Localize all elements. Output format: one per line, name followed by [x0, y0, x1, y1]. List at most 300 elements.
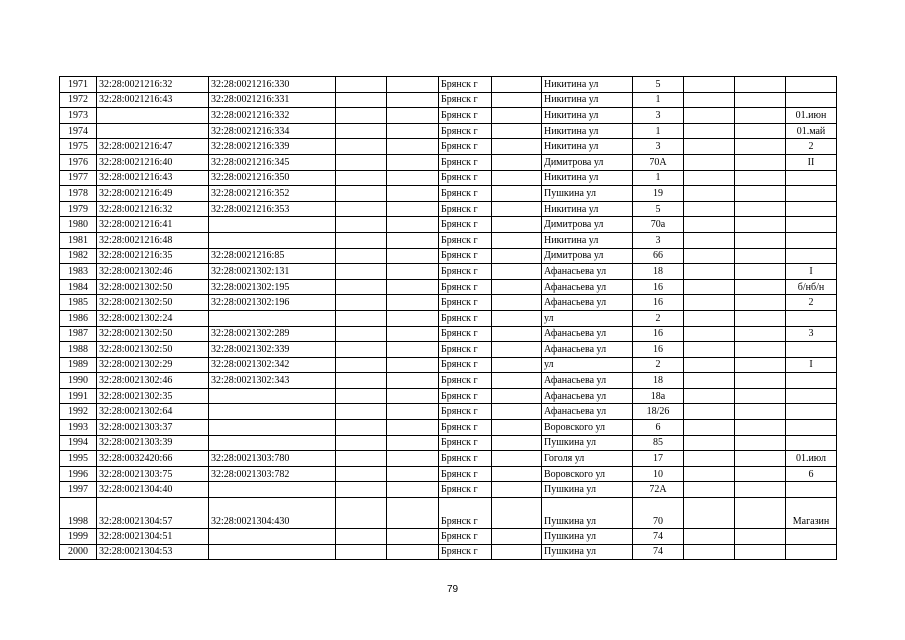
empty-cell — [735, 170, 786, 186]
empty-cell — [387, 373, 439, 389]
cadastral-number-cell: 32:28:0021304:40 — [97, 482, 209, 498]
empty-cell — [735, 388, 786, 404]
row-number-cell: 1973 — [60, 108, 97, 124]
building-cadastral-number-cell: 32:28:0021216:350 — [209, 170, 336, 186]
empty-cell — [735, 92, 786, 108]
city-cell: Брянск г — [439, 154, 492, 170]
cadastral-number-cell: 32:28:0021216:40 — [97, 154, 209, 170]
empty-cell — [387, 435, 439, 451]
table-row — [60, 232, 837, 248]
empty-cell — [336, 279, 387, 295]
note-cell — [786, 217, 837, 233]
empty-cell — [387, 388, 439, 404]
house-number-cell: 74 — [633, 529, 684, 545]
house-number-cell: 2 — [633, 310, 684, 326]
empty-cell — [492, 201, 542, 217]
building-cadastral-number-cell — [209, 388, 336, 404]
empty-cell — [387, 232, 439, 248]
page-number: 79 — [446, 584, 459, 595]
empty-cell — [684, 264, 735, 280]
empty-cell — [387, 123, 439, 139]
house-number-cell: 10 — [633, 466, 684, 482]
city-cell: Брянск г — [439, 279, 492, 295]
street-cell: Афанасьева ул — [542, 279, 633, 295]
empty-cell — [492, 170, 542, 186]
city-cell: Брянск г — [439, 498, 492, 529]
empty-cell — [735, 108, 786, 124]
empty-cell — [492, 388, 542, 404]
empty-cell — [336, 201, 387, 217]
empty-cell — [336, 435, 387, 451]
street-cell: Гоголя ул — [542, 451, 633, 467]
row-number-cell: 1985 — [60, 295, 97, 311]
street-cell: Пушкина ул — [542, 498, 633, 529]
note-cell: Магазин — [786, 498, 837, 529]
row-number-cell: 1976 — [60, 154, 97, 170]
note-cell: б/нб/н — [786, 279, 837, 295]
street-cell: Димитрова ул — [542, 217, 633, 233]
empty-cell — [336, 108, 387, 124]
empty-cell — [336, 264, 387, 280]
note-cell — [786, 342, 837, 358]
empty-cell — [336, 482, 387, 498]
house-number-cell: 19 — [633, 186, 684, 202]
empty-cell — [492, 310, 542, 326]
empty-cell — [492, 264, 542, 280]
row-number-cell: 1991 — [60, 388, 97, 404]
note-cell — [786, 201, 837, 217]
city-cell: Брянск г — [439, 310, 492, 326]
empty-cell — [336, 404, 387, 420]
empty-cell — [492, 342, 542, 358]
building-cadastral-number-cell: 32:28:0021302:342 — [209, 357, 336, 373]
city-cell: Брянск г — [439, 342, 492, 358]
empty-cell — [492, 217, 542, 233]
note-cell: I — [786, 357, 837, 373]
building-cadastral-number-cell — [209, 232, 336, 248]
house-number-cell: 74 — [633, 544, 684, 560]
empty-cell — [336, 451, 387, 467]
house-number-cell: 1 — [633, 92, 684, 108]
note-cell: 6 — [786, 466, 837, 482]
empty-cell — [387, 186, 439, 202]
cadastral-number-cell — [97, 123, 209, 139]
row-number-cell: 1994 — [60, 435, 97, 451]
building-cadastral-number-cell: 32:28:0021303:782 — [209, 466, 336, 482]
building-cadastral-number-cell: 32:28:0021302:196 — [209, 295, 336, 311]
street-cell: Афанасьева ул — [542, 342, 633, 358]
street-cell: Димитрова ул — [542, 154, 633, 170]
row-number-cell: 1980 — [60, 217, 97, 233]
table-row — [60, 404, 837, 420]
cadastral-number-cell: 32:28:0021216:43 — [97, 92, 209, 108]
note-cell: I — [786, 264, 837, 280]
building-cadastral-number-cell — [209, 544, 336, 560]
empty-cell — [492, 498, 542, 529]
empty-cell — [684, 482, 735, 498]
note-cell: 01.май — [786, 123, 837, 139]
empty-cell — [684, 373, 735, 389]
note-cell: II — [786, 154, 837, 170]
table-row — [60, 388, 837, 404]
note-cell: 3 — [786, 326, 837, 342]
empty-cell — [492, 232, 542, 248]
empty-cell — [735, 232, 786, 248]
building-cadastral-number-cell — [209, 482, 336, 498]
street-cell: Афанасьева ул — [542, 388, 633, 404]
empty-cell — [336, 295, 387, 311]
street-cell: Пушкина ул — [542, 529, 633, 545]
empty-cell — [492, 92, 542, 108]
city-cell: Брянск г — [439, 186, 492, 202]
note-cell — [786, 544, 837, 560]
city-cell: Брянск г — [439, 201, 492, 217]
empty-cell — [735, 357, 786, 373]
street-cell: Димитрова ул — [542, 248, 633, 264]
empty-cell — [387, 264, 439, 280]
row-number-cell: 1979 — [60, 201, 97, 217]
empty-cell — [387, 139, 439, 155]
cadastral-number-cell: 32:28:0021303:75 — [97, 466, 209, 482]
row-number-cell: 1982 — [60, 248, 97, 264]
cadastral-number-cell: 32:28:0021302:50 — [97, 279, 209, 295]
empty-cell — [492, 154, 542, 170]
empty-cell — [684, 77, 735, 93]
house-number-cell: 18 — [633, 264, 684, 280]
house-number-cell: 18/26 — [633, 404, 684, 420]
empty-cell — [387, 77, 439, 93]
building-cadastral-number-cell: 32:28:0021302:195 — [209, 279, 336, 295]
empty-cell — [336, 186, 387, 202]
empty-cell — [387, 482, 439, 498]
empty-cell — [492, 77, 542, 93]
house-number-cell: 1 — [633, 123, 684, 139]
street-cell: Воровского ул — [542, 420, 633, 436]
empty-cell — [492, 373, 542, 389]
table-row — [60, 420, 837, 436]
street-cell: Афанасьева ул — [542, 295, 633, 311]
cadastral-number-cell: 32:28:0032420:66 — [97, 451, 209, 467]
house-number-cell: 5 — [633, 201, 684, 217]
city-cell: Брянск г — [439, 217, 492, 233]
registry-table — [59, 76, 837, 560]
empty-cell — [387, 529, 439, 545]
empty-cell — [684, 342, 735, 358]
city-cell: Брянск г — [439, 357, 492, 373]
street-cell: Пушкина ул — [542, 435, 633, 451]
empty-cell — [684, 279, 735, 295]
street-cell: Афанасьева ул — [542, 264, 633, 280]
empty-cell — [735, 451, 786, 467]
empty-cell — [387, 544, 439, 560]
city-cell: Брянск г — [439, 404, 492, 420]
city-cell: Брянск г — [439, 232, 492, 248]
city-cell: Брянск г — [439, 466, 492, 482]
empty-cell — [387, 201, 439, 217]
row-number-cell: 1999 — [60, 529, 97, 545]
empty-cell — [336, 498, 387, 529]
house-number-cell: 16 — [633, 295, 684, 311]
empty-cell — [492, 451, 542, 467]
empty-cell — [336, 154, 387, 170]
street-cell: Афанасьева ул — [542, 373, 633, 389]
cadastral-number-cell: 32:28:0021216:35 — [97, 248, 209, 264]
city-cell: Брянск г — [439, 123, 492, 139]
empty-cell — [336, 92, 387, 108]
row-number-cell: 1981 — [60, 232, 97, 248]
row-number-cell: 1972 — [60, 92, 97, 108]
building-cadastral-number-cell: 32:28:0021216:334 — [209, 123, 336, 139]
house-number-cell: 66 — [633, 248, 684, 264]
table-row — [60, 310, 837, 326]
row-number-cell: 1983 — [60, 264, 97, 280]
empty-cell — [336, 232, 387, 248]
row-number-cell: 1996 — [60, 466, 97, 482]
empty-cell — [684, 357, 735, 373]
empty-cell — [735, 139, 786, 155]
empty-cell — [387, 295, 439, 311]
empty-cell — [336, 544, 387, 560]
empty-cell — [336, 388, 387, 404]
empty-cell — [684, 154, 735, 170]
building-cadastral-number-cell: 32:28:0021303:780 — [209, 451, 336, 467]
row-number-cell: 1986 — [60, 310, 97, 326]
empty-cell — [336, 217, 387, 233]
empty-cell — [492, 420, 542, 436]
empty-cell — [387, 420, 439, 436]
table-row — [60, 529, 837, 545]
building-cadastral-number-cell: 32:28:0021216:352 — [209, 186, 336, 202]
house-number-cell: 70А — [633, 154, 684, 170]
cadastral-number-cell: 32:28:0021303:39 — [97, 435, 209, 451]
empty-cell — [336, 170, 387, 186]
street-cell: Пушкина ул — [542, 544, 633, 560]
empty-cell — [492, 482, 542, 498]
city-cell: Брянск г — [439, 264, 492, 280]
empty-cell — [684, 201, 735, 217]
cadastral-number-cell: 32:28:0021302:50 — [97, 326, 209, 342]
table-row — [60, 451, 837, 467]
building-cadastral-number-cell — [209, 435, 336, 451]
note-cell — [786, 232, 837, 248]
table-row — [60, 342, 837, 358]
empty-cell — [735, 420, 786, 436]
empty-cell — [336, 123, 387, 139]
table-row — [60, 279, 837, 295]
empty-cell — [492, 404, 542, 420]
empty-cell — [684, 498, 735, 529]
house-number-cell: 16 — [633, 279, 684, 295]
street-cell: Пушкина ул — [542, 186, 633, 202]
empty-cell — [684, 248, 735, 264]
empty-cell — [387, 154, 439, 170]
building-cadastral-number-cell — [209, 217, 336, 233]
table-row — [60, 217, 837, 233]
house-number-cell: 3 — [633, 139, 684, 155]
empty-cell — [387, 279, 439, 295]
house-number-cell: 5 — [633, 77, 684, 93]
empty-cell — [684, 92, 735, 108]
empty-cell — [735, 435, 786, 451]
empty-cell — [336, 310, 387, 326]
empty-cell — [492, 326, 542, 342]
row-number-cell: 1990 — [60, 373, 97, 389]
building-cadastral-number-cell: 32:28:0021216:85 — [209, 248, 336, 264]
house-number-cell: 70а — [633, 217, 684, 233]
cadastral-number-cell — [97, 108, 209, 124]
empty-cell — [684, 186, 735, 202]
empty-cell — [684, 466, 735, 482]
row-number-cell: 1997 — [60, 482, 97, 498]
empty-cell — [684, 295, 735, 311]
house-number-cell: 1 — [633, 170, 684, 186]
empty-cell — [735, 217, 786, 233]
empty-cell — [336, 139, 387, 155]
empty-cell — [684, 232, 735, 248]
note-cell — [786, 388, 837, 404]
table-row — [60, 186, 837, 202]
note-cell — [786, 310, 837, 326]
empty-cell — [684, 310, 735, 326]
empty-cell — [387, 310, 439, 326]
city-cell: Брянск г — [439, 451, 492, 467]
cadastral-number-cell: 32:28:0021302:24 — [97, 310, 209, 326]
table-row — [60, 264, 837, 280]
empty-cell — [336, 248, 387, 264]
empty-cell — [492, 544, 542, 560]
empty-cell — [387, 170, 439, 186]
cadastral-number-cell: 32:28:0021216:49 — [97, 186, 209, 202]
empty-cell — [684, 326, 735, 342]
building-cadastral-number-cell: 32:28:0021216:331 — [209, 92, 336, 108]
city-cell: Брянск г — [439, 326, 492, 342]
empty-cell — [492, 186, 542, 202]
city-cell: Брянск г — [439, 92, 492, 108]
empty-cell — [387, 451, 439, 467]
note-cell — [786, 373, 837, 389]
row-number-cell: 1992 — [60, 404, 97, 420]
cadastral-number-cell: 32:28:0021304:51 — [97, 529, 209, 545]
empty-cell — [735, 186, 786, 202]
street-cell: Никитина ул — [542, 123, 633, 139]
city-cell: Брянск г — [439, 108, 492, 124]
house-number-cell: 2 — [633, 357, 684, 373]
note-cell — [786, 77, 837, 93]
street-cell: ул — [542, 310, 633, 326]
table-row — [60, 108, 837, 124]
note-cell — [786, 482, 837, 498]
empty-cell — [492, 529, 542, 545]
building-cadastral-number-cell — [209, 310, 336, 326]
empty-cell — [735, 342, 786, 358]
cadastral-number-cell: 32:28:0021216:43 — [97, 170, 209, 186]
city-cell: Брянск г — [439, 435, 492, 451]
empty-cell — [735, 123, 786, 139]
row-number-cell: 1978 — [60, 186, 97, 202]
house-number-cell: 6 — [633, 420, 684, 436]
cadastral-number-cell: 32:28:0021304:53 — [97, 544, 209, 560]
city-cell: Брянск г — [439, 482, 492, 498]
empty-cell — [387, 217, 439, 233]
row-number-cell: 1987 — [60, 326, 97, 342]
row-number-cell: 1975 — [60, 139, 97, 155]
note-cell — [786, 404, 837, 420]
table-row — [60, 466, 837, 482]
empty-cell — [684, 217, 735, 233]
street-cell: Никитина ул — [542, 77, 633, 93]
empty-cell — [735, 544, 786, 560]
cadastral-number-cell: 32:28:0021302:46 — [97, 373, 209, 389]
empty-cell — [336, 420, 387, 436]
row-number-cell: 1989 — [60, 357, 97, 373]
table-row — [60, 248, 837, 264]
house-number-cell: 3 — [633, 108, 684, 124]
city-cell: Брянск г — [439, 373, 492, 389]
empty-cell — [735, 248, 786, 264]
empty-cell — [336, 373, 387, 389]
city-cell: Брянск г — [439, 388, 492, 404]
street-cell: Никитина ул — [542, 92, 633, 108]
note-cell: 2 — [786, 295, 837, 311]
table-row — [60, 201, 837, 217]
building-cadastral-number-cell — [209, 420, 336, 436]
empty-cell — [684, 108, 735, 124]
empty-cell — [735, 154, 786, 170]
empty-cell — [336, 77, 387, 93]
table-row — [60, 482, 837, 498]
table-row — [60, 435, 837, 451]
note-cell — [786, 92, 837, 108]
street-cell: ул — [542, 357, 633, 373]
note-cell: 2 — [786, 139, 837, 155]
table-row — [60, 373, 837, 389]
street-cell: Никитина ул — [542, 232, 633, 248]
empty-cell — [735, 201, 786, 217]
street-cell: Пушкина ул — [542, 482, 633, 498]
empty-cell — [492, 123, 542, 139]
empty-cell — [735, 264, 786, 280]
building-cadastral-number-cell: 32:28:0021216:345 — [209, 154, 336, 170]
cadastral-number-cell: 32:28:0021216:47 — [97, 139, 209, 155]
empty-cell — [684, 123, 735, 139]
cadastral-number-cell: 32:28:0021302:64 — [97, 404, 209, 420]
street-cell: Никитина ул — [542, 108, 633, 124]
building-cadastral-number-cell: 32:28:0021216:353 — [209, 201, 336, 217]
empty-cell — [684, 139, 735, 155]
city-cell: Брянск г — [439, 77, 492, 93]
street-cell: Афанасьева ул — [542, 404, 633, 420]
table-row — [60, 123, 837, 139]
cadastral-number-cell: 32:28:0021216:48 — [97, 232, 209, 248]
street-cell: Афанасьева ул — [542, 326, 633, 342]
empty-cell — [387, 108, 439, 124]
empty-cell — [492, 248, 542, 264]
empty-cell — [336, 357, 387, 373]
building-cadastral-number-cell: 32:28:0021216:332 — [209, 108, 336, 124]
empty-cell — [492, 466, 542, 482]
empty-cell — [387, 326, 439, 342]
empty-cell — [387, 466, 439, 482]
empty-cell — [387, 357, 439, 373]
street-cell: Воровского ул — [542, 466, 633, 482]
row-number-cell: 1993 — [60, 420, 97, 436]
empty-cell — [492, 295, 542, 311]
house-number-cell: 3 — [633, 232, 684, 248]
row-number-cell: 1995 — [60, 451, 97, 467]
empty-cell — [492, 108, 542, 124]
cadastral-number-cell: 32:28:0021216:32 — [97, 77, 209, 93]
city-cell: Брянск г — [439, 529, 492, 545]
